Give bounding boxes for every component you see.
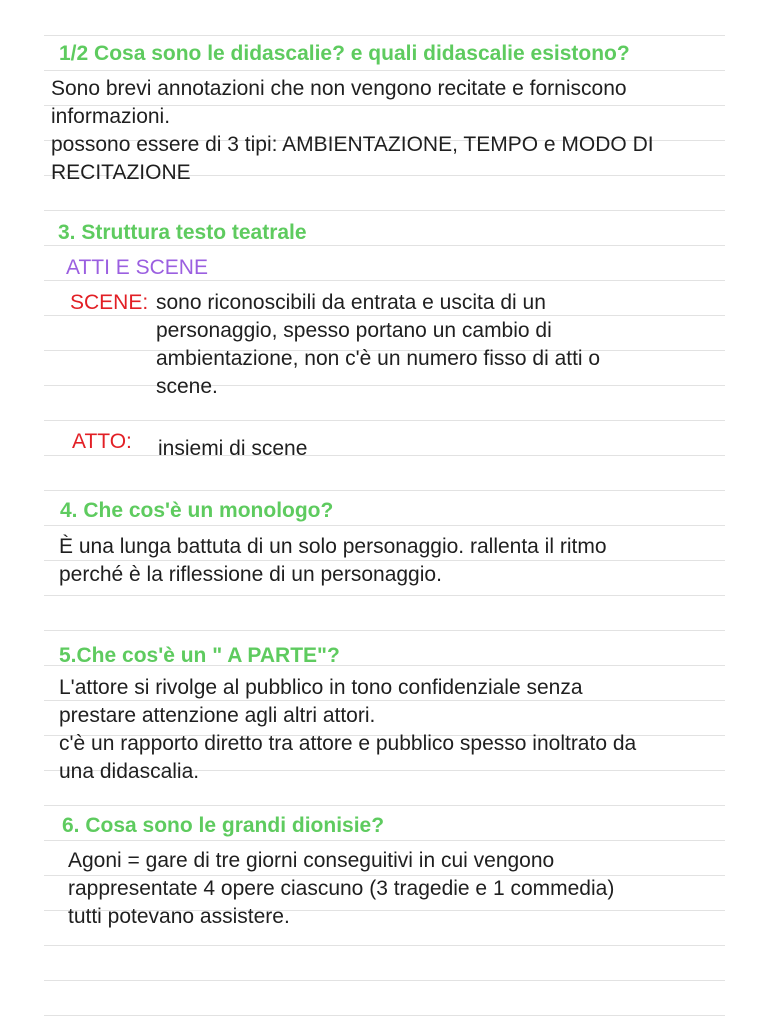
rule-line <box>44 455 725 456</box>
rule-line <box>44 525 725 526</box>
rule-line <box>44 70 725 71</box>
answer-line: prestare attenzione agli altri attori. <box>59 704 376 727</box>
scene-label: SCENE: <box>70 291 149 314</box>
answer-line: possono essere di 3 tipi: AMBIENTAZIONE, TEMPO e MODO DI <box>51 133 654 156</box>
rule-line <box>44 840 725 841</box>
answer-line: una didascalia. <box>59 760 200 783</box>
answer-line: Agoni = gare di tre giorni conseguitivi in cui vengono <box>68 849 555 872</box>
answer-line: tutti potevano assistere. <box>68 905 290 928</box>
subheading-atti-scene: ATTI E SCENE <box>66 256 208 279</box>
rule-line <box>44 35 725 36</box>
scene-line: scene. <box>156 375 218 398</box>
scene-line: ambientazione, non c'è un numero fisso di atti o <box>156 347 601 370</box>
rule-line <box>44 210 725 211</box>
section-heading: 6. Cosa sono le grandi dionisie? <box>62 814 385 837</box>
section-heading: 1/2 Cosa sono le didascalie? e quali didascalie esistono? <box>59 42 630 65</box>
rule-line <box>44 630 725 631</box>
atto-text: insiemi di scene <box>158 437 308 460</box>
rule-line <box>44 805 725 806</box>
rule-line <box>44 385 725 386</box>
answer-line: Sono brevi annotazioni che non vengono recitate e forniscono <box>51 77 627 100</box>
rule-line <box>44 980 725 981</box>
rule-line <box>44 490 725 491</box>
section-heading: 4. Che cos'è un monologo? <box>60 499 334 522</box>
answer-line: informazioni. <box>51 105 171 128</box>
answer-line: c'è un rapporto diretto tra attore e pubblico spesso inoltrato da <box>59 732 637 755</box>
rule-line <box>44 595 725 596</box>
rule-line <box>44 1015 725 1016</box>
rule-line <box>44 420 725 421</box>
section-heading: 5.Che cos'è un " A PARTE"? <box>59 644 340 667</box>
rule-line <box>44 945 725 946</box>
answer-line: rappresentate 4 opere ciascuno (3 tragedie e 1 commedia) <box>68 877 615 900</box>
scene-line: sono riconoscibili da entrata e uscita di un <box>156 291 546 314</box>
scene-line: personaggio, spesso portano un cambio di <box>156 319 552 342</box>
atto-label: ATTO: <box>72 430 132 453</box>
answer-line: RECITAZIONE <box>51 161 191 184</box>
answer-line: È una lunga battuta di un solo personaggio. rallenta il ritmo <box>59 535 607 558</box>
section-heading: 3. Struttura testo teatrale <box>58 221 307 244</box>
answer-line: L'attore si rivolge al pubblico in tono confidenziale senza <box>59 676 583 699</box>
answer-line: perché è la riflessione di un personaggio. <box>59 563 442 586</box>
